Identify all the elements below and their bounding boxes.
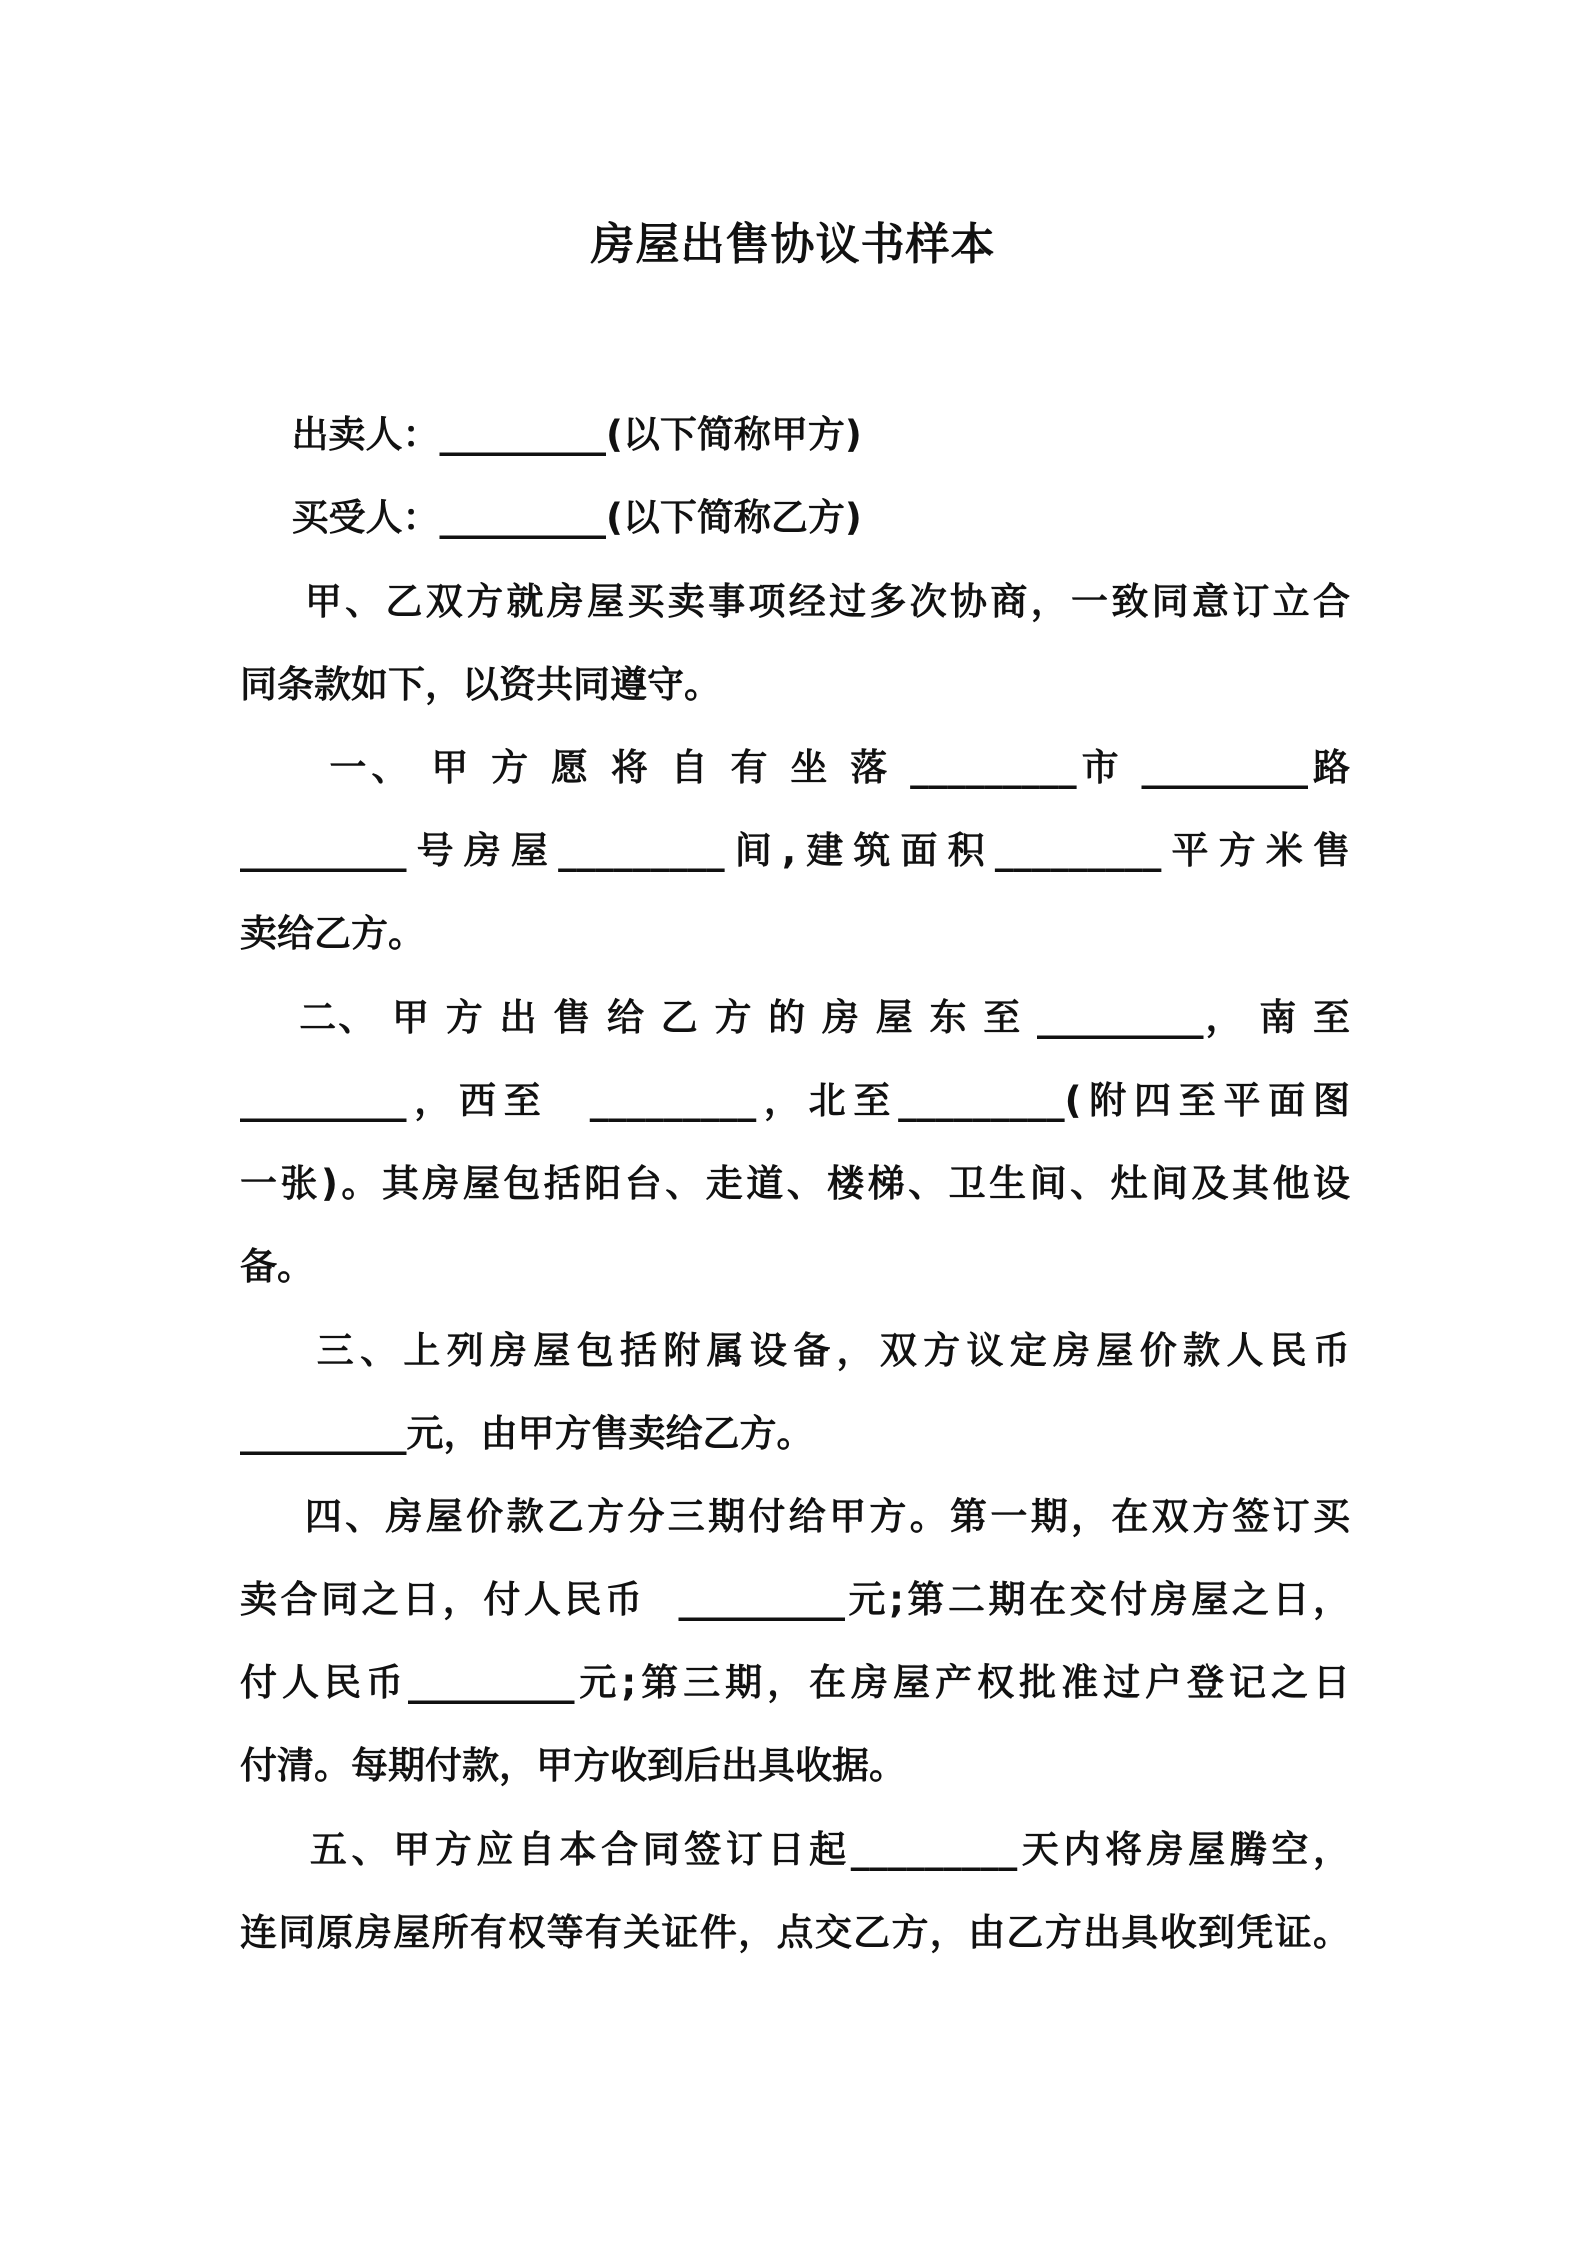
intro-line-1: 甲、乙双方就房屋买卖事项经过多次协商，一致同意订立合 — [240, 580, 1350, 623]
clause-2-line-3: 一张)。其房屋包括阳台、走道、楼梯、卫生间、灶间及其他设 — [240, 1162, 1350, 1205]
clause-4-line-2: 卖合同之日，付人民币 _________元;第二期在交付房屋之日， — [240, 1578, 1350, 1621]
document-title: 房屋出售协议书样本 — [590, 219, 996, 270]
clause-2-line-2: _________，西至 _________，北至_________(附四至平面图 — [240, 1079, 1350, 1122]
clause-2-line-1: 二、 甲 方 出 售 给 乙 方 的 房 屋 东 至 _________， 南 至 — [240, 996, 1350, 1039]
clause-5-line-2: 连同原房屋所有权等有关证件，点交乙方，由乙方出具收到凭证。 — [240, 1911, 1350, 1954]
clause-3-line-2: _________元，由甲方售卖给乙方。 — [240, 1412, 814, 1455]
clause-5-line-1: 五、甲方应自本合同签订日起_________天内将房屋腾空， — [240, 1828, 1350, 1871]
clause-3-line-1: 三、上列房屋包括附属设备，双方议定房屋价款人民币 — [240, 1329, 1350, 1372]
buyer-line: 买受人：_________(以下简称乙方) — [240, 496, 862, 539]
clause-1-line-3: 卖给乙方。 — [240, 912, 425, 955]
clause-1-line-2: _________号房屋_________间,建筑面积_________平方米售 — [240, 829, 1350, 872]
clause-1-line-1: 一、 甲 方 愿 将 自 有 坐 落 _________市 _________路 — [240, 746, 1350, 789]
clause-4-line-4: 付清。每期付款，甲方收到后出具收据。 — [240, 1744, 906, 1787]
clause-4-line-3: 付人民币_________元;第三期，在房屋产权批准过户登记之日 — [240, 1661, 1350, 1704]
clause-4-line-1: 四、房屋价款乙方分三期付给甲方。第一期，在双方签订买 — [240, 1495, 1350, 1538]
seller-line: 出卖人：_________(以下简称甲方) — [240, 413, 862, 456]
intro-line-2: 同条款如下，以资共同遵守。 — [240, 663, 721, 706]
clause-2-line-4: 备。 — [240, 1245, 314, 1288]
